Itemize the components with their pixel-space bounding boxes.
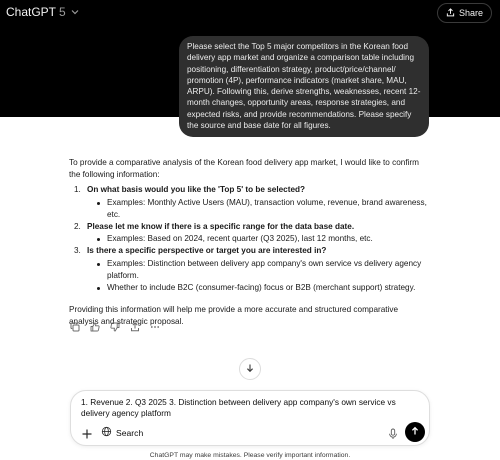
question-number: 3. — [74, 246, 81, 256]
example-item: Examples: Monthly Active Users (MAU), transaction volume, revenue, brand awareness, etc. — [87, 197, 429, 221]
question-number: 2. — [74, 222, 81, 232]
thumbs-down-icon[interactable] — [110, 322, 120, 332]
send-button[interactable] — [405, 422, 425, 442]
search-tool-button[interactable] — [101, 426, 143, 439]
assistant-closing: Providing this information will help me provide a more accurate and structured comparative analysis and strategic proposal. — [69, 305, 399, 327]
user-message-bubble: Please select the Top 5 major competitors in the Korean food delivery app market and organize a comparison table including positioning, differentiation strategy, product/price/channel/ promotion (4P), performance indicators (market share, MAU, ARPU). Following this, derive strengths, weaknesses, recent 12-month changes, opportunity areas, response strategies, and expected risks, and provide recommendations. Please specify the source and base date for all figures. — [179, 36, 429, 137]
scroll-down-button[interactable] — [239, 358, 261, 380]
share-label: Share — [458, 8, 483, 18]
assistant-message — [69, 157, 429, 329]
arrow-down-icon — [245, 360, 255, 378]
example-item: Examples: Based on 2024, recent quarter (Q3 2025), last 12 months, etc. — [87, 233, 429, 245]
question-item — [69, 184, 429, 221]
search-tool-label: Search — [116, 427, 144, 438]
model-version: 5 — [59, 5, 66, 19]
copy-icon[interactable] — [70, 322, 80, 332]
example-item: Whether to include B2C (consumer-facing) focus or B2B (merchant support) strategy. — [87, 282, 429, 294]
example-item: Examples: Distinction between delivery app company's own service vs delivery agency platform. — [87, 258, 429, 282]
question-text: Please let me know if there is a specific range for the data base date. — [87, 222, 355, 232]
more-icon[interactable] — [150, 322, 160, 332]
arrow-up-icon — [410, 423, 420, 441]
question-text: Is there a specific perspective or target you are interested in? — [87, 246, 327, 256]
example-list — [87, 233, 429, 245]
composer-input[interactable]: 1. Revenue 2. Q3 2025 3. Distinction between delivery app company's own service vs delivery agency platform — [81, 397, 396, 419]
disclaimer: ChatGPT may make mistakes. Please verify important information. — [149, 452, 351, 459]
chevron-down-icon — [71, 8, 79, 17]
message-composer[interactable] — [70, 390, 430, 446]
app-name: ChatGPT — [6, 5, 57, 19]
share-icon — [446, 8, 455, 19]
share-button[interactable] — [437, 3, 492, 23]
question-item — [69, 245, 429, 294]
example-list — [87, 197, 429, 221]
message-actions — [70, 322, 160, 332]
globe-icon — [101, 426, 112, 439]
question-number: 1. — [74, 185, 81, 195]
question-list — [69, 184, 429, 294]
question-text: On what basis would you like the 'Top 5' to be selected? — [87, 185, 306, 195]
question-item — [69, 221, 429, 245]
example-list — [87, 258, 429, 295]
model-selector[interactable] — [6, 5, 79, 19]
header — [0, 0, 500, 26]
share-icon[interactable] — [130, 322, 140, 332]
plus-icon[interactable] — [81, 427, 93, 439]
microphone-icon[interactable] — [387, 427, 399, 439]
assistant-intro: To provide a comparative analysis of the Korean food delivery app market, I would like to confirm the following information: — [69, 158, 419, 180]
thumbs-up-icon[interactable] — [90, 322, 100, 332]
